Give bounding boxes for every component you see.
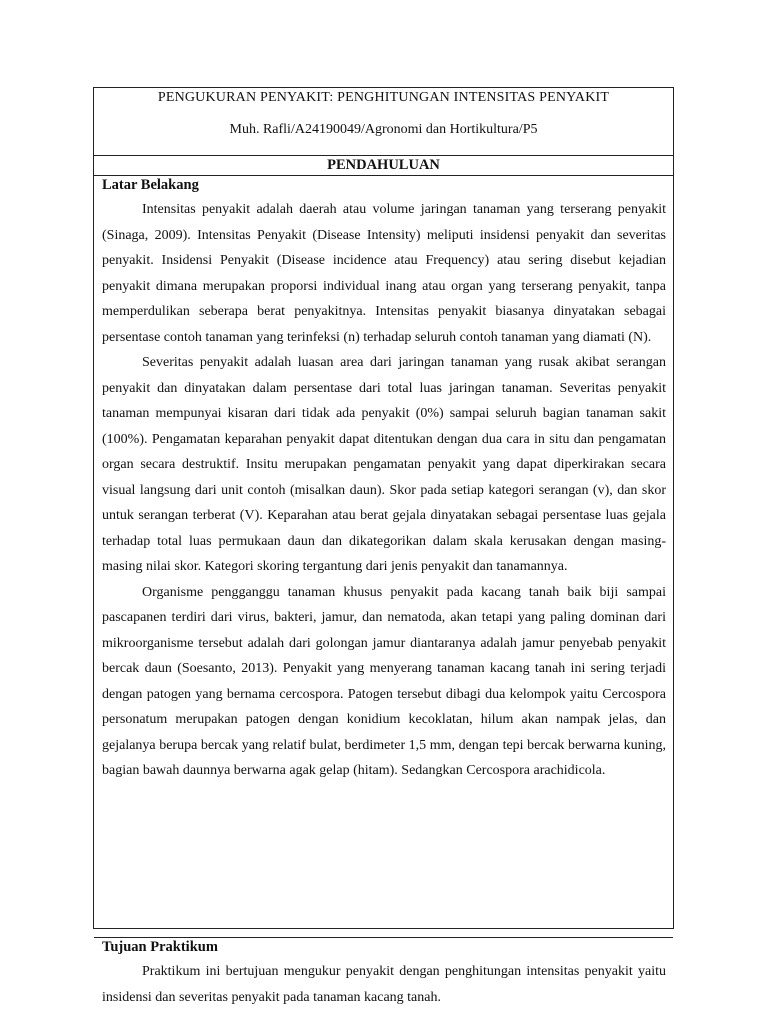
section-latar-belakang [94, 176, 673, 938]
heading-latar-belakang: Latar Belakang [102, 177, 199, 193]
document-header [94, 88, 673, 156]
document-title: PENGUKURAN PENYAKIT: PENGHITUNGAN INTENSITAS PENYAKIT [157, 90, 610, 105]
section-title-pendahuluan: PENDAHULUAN [94, 156, 673, 176]
paragraph: Severitas penyakit adalah luasan area dari jaringan tanaman yang rusak akibat serangan penyakit dan dinyatakan dalam persentase dari total luas jaringan tanaman. Severitas penyakit tanaman mempunyai kisaran dari tidak ada penyakit (0%) sampai seluruh bagian tanaman sakit (100%). Pengamatan keparahan penyakit dapat ditentukan dengan dua cara in situ dan pengamatan organ secara destruktif. Insitu merupakan pengamatan penyakit yang dapat diperkirakan secara visual langsung dari unit contoh (misalkan daun). Skor pada setiap kategori serangan (v), dan skor untuk serangan terberat (V). Keparahan atau berat gejala dinyatakan sebagai persentase luas gejala terhadap total luas permukaan daun dan dikategorikan dalam skala kerusakan dengan masing-masing nilai skor. Kategori skoring tergantung dari jenis penyakit dan tanamannya. [102, 355, 666, 574]
author-line: Muh. Rafli/A24190049/Agronomi dan Hortikultura/P5 [229, 122, 538, 137]
section-tujuan-praktikum [94, 938, 673, 1010]
paragraph: Organisme pengganggu tanaman khusus penyakit pada kacang tanah baik biji sampai pascapanen terdiri dari virus, bakteri, jamur, dan nematoda, akan tetapi yang paling dominan dari mikroorganisme tersebut adalah dari golongan jamur diantaranya adalah jamur penyebab penyakit bercak daun (Soesanto, 2013). Penyakit yang menyerang tanaman kacang tanah ini sering terjadi dengan patogen yang bernama cercospora. Patogen tersebut dibagi dua kelompok yaitu Cercospora personatum merupakan patogen dengan konidium kecoklatan, hilum akan nampak jelas, dan gejalanya berupa bercak yang relatif bulat, berdimeter 1,5 mm, dengan tepi bercak berwarna kuning, bagian bawah daunnya berwarna agak gelap (hitam). Sedangkan Cercospora arachidicola. [102, 584, 666, 778]
document-frame [93, 87, 674, 1005]
paragraph: Intensitas penyakit adalah daerah atau volume jaringan tanaman yang terserang penyakit (Sinaga, 2009). Intensitas Penyakit (Disease Intensity) meliputi insidensi penyakit dan severitas penyakit. Insidensi Penyakit (Disease incidence atau Frequency) atau sering disebut kejadian penyakit dimana merupakan proporsi individual inang atau organ yang terserang penyakit, tanpa memperdulikan seberapa berat penyakitnya. Intensitas penyakit biasanya dinyatakan sebagai persentase contoh tanaman yang terinfeksi (n) terhadap seluruh contoh tanaman yang diamati (N). [102, 202, 666, 345]
heading-tujuan-praktikum: Tujuan Praktikum [102, 939, 218, 955]
paragraph: Praktikum ini bertujuan mengukur penyakit dengan penghitungan intensitas penyakit yaitu insidensi dan severitas penyakit pada tanaman kacang tanah. [102, 964, 666, 1005]
